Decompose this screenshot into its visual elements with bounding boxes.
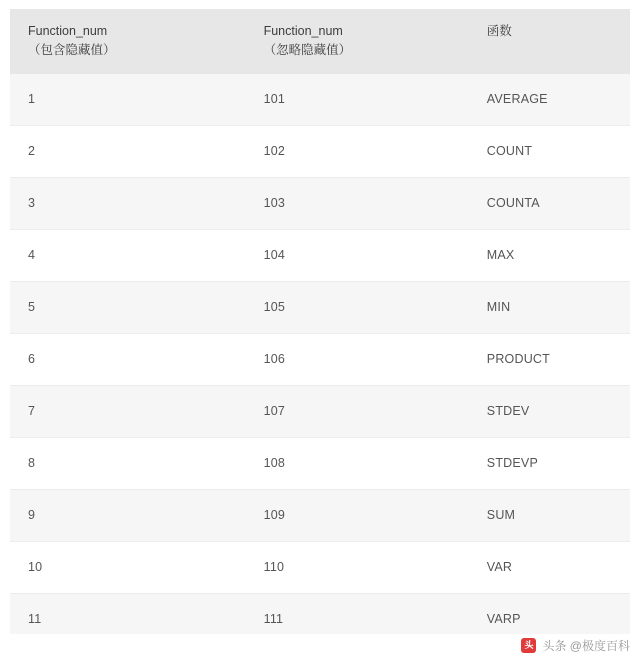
column-header-line1: Function_num bbox=[28, 24, 108, 38]
table-row bbox=[10, 125, 630, 177]
table-row bbox=[10, 333, 630, 385]
cell-function-num-ignore: 105 bbox=[246, 281, 469, 333]
cell-function-name: COUNTA bbox=[469, 177, 630, 229]
cell-function-name: MAX bbox=[469, 229, 630, 281]
document-page bbox=[0, 9, 640, 662]
cell-function-name: STDEVP bbox=[469, 437, 630, 489]
cell-function-num-hidden: 7 bbox=[10, 385, 246, 437]
cell-function-name: STDEV bbox=[469, 385, 630, 437]
cell-function-num-ignore: 103 bbox=[246, 177, 469, 229]
cell-function-num-ignore: 107 bbox=[246, 385, 469, 437]
cell-function-name: SUM bbox=[469, 489, 630, 541]
cell-function-name: AVERAGE bbox=[469, 74, 630, 126]
cell-function-num-ignore: 104 bbox=[246, 229, 469, 281]
watermark bbox=[521, 637, 630, 654]
column-header-function bbox=[469, 9, 630, 74]
table-row bbox=[10, 437, 630, 489]
table-body bbox=[10, 74, 630, 645]
table-row bbox=[10, 74, 630, 126]
column-header-function-num-hidden bbox=[10, 9, 246, 74]
column-header-line1: Function_num bbox=[263, 24, 343, 38]
cell-function-num-hidden: 10 bbox=[10, 541, 246, 593]
cell-function-num-ignore: 106 bbox=[246, 333, 469, 385]
table-row bbox=[10, 489, 630, 541]
cell-function-num-hidden: 9 bbox=[10, 489, 246, 541]
cell-function-name: PRODUCT bbox=[469, 333, 630, 385]
cell-function-num-hidden: 5 bbox=[10, 281, 246, 333]
table-row bbox=[10, 229, 630, 281]
cell-function-num-hidden: 4 bbox=[10, 229, 246, 281]
table-row bbox=[10, 385, 630, 437]
cell-function-num-ignore: 109 bbox=[246, 489, 469, 541]
cell-function-num-hidden: 1 bbox=[10, 74, 246, 126]
cell-function-num-ignore: 108 bbox=[246, 437, 469, 489]
table-header bbox=[10, 9, 630, 74]
column-header-line2: （包含隐藏值） bbox=[28, 43, 116, 58]
function-num-table bbox=[10, 9, 630, 645]
table-header-row bbox=[10, 9, 630, 74]
table-row bbox=[10, 281, 630, 333]
cell-function-num-hidden: 11 bbox=[10, 593, 246, 645]
cell-function-num-ignore: 101 bbox=[246, 74, 469, 126]
column-header-function-num-ignore bbox=[246, 9, 469, 74]
cell-function-name: MIN bbox=[469, 281, 630, 333]
cell-function-name: VAR bbox=[469, 541, 630, 593]
cell-function-num-hidden: 2 bbox=[10, 125, 246, 177]
cell-function-num-hidden: 6 bbox=[10, 333, 246, 385]
column-header-line2: （忽略隐藏值） bbox=[263, 43, 352, 58]
cell-function-num-ignore: 102 bbox=[246, 125, 469, 177]
cell-function-num-hidden: 3 bbox=[10, 177, 246, 229]
toutiao-logo-icon: 头 bbox=[521, 638, 536, 653]
cell-function-num-hidden: 8 bbox=[10, 437, 246, 489]
cell-function-num-ignore: 111 bbox=[246, 593, 469, 645]
table-row bbox=[10, 541, 630, 593]
cell-function-name: VARP bbox=[469, 593, 630, 645]
column-header-line1: 函数 bbox=[486, 24, 512, 38]
cell-function-num-ignore: 110 bbox=[246, 541, 469, 593]
cell-function-name: COUNT bbox=[469, 125, 630, 177]
table-row bbox=[10, 177, 630, 229]
watermark-label: 头条 @极度百科 bbox=[542, 639, 630, 653]
